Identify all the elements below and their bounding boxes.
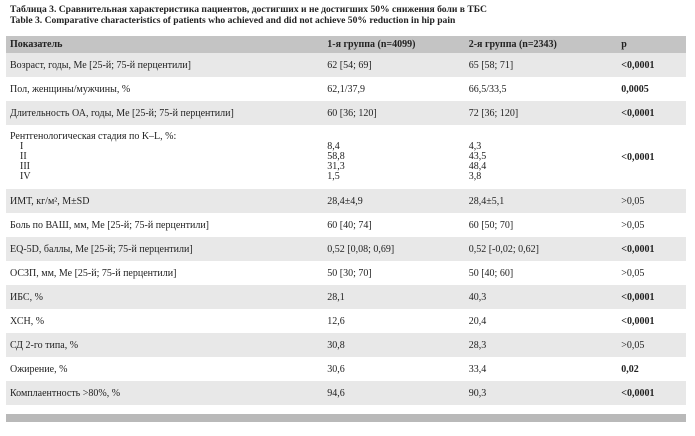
row-label: EQ-5D, баллы, Ме [25-й; 75-й перцентили] [10, 243, 193, 255]
table-row-bmi [6, 189, 686, 213]
row-label: Ожирение, % [10, 363, 68, 375]
table-row-oszp [6, 261, 686, 285]
row-group1-value: 30,8 [327, 339, 345, 351]
row-label: ИБС, % [10, 291, 43, 303]
header-p: p [621, 39, 627, 50]
row-group1-value: 28,4±4,9 [327, 195, 363, 207]
row-label: Длительность ОА, годы, Ме [25-й; 75-й перцентили] [10, 107, 234, 119]
table-row-vas-pain [6, 213, 686, 237]
stage-g2-4: 3,8 [468, 171, 482, 182]
table-row-sex [6, 77, 686, 101]
stage-sub-2: II [20, 151, 27, 162]
row-p-value: <0,0001 [621, 291, 655, 303]
row-group1-value: 12,6 [327, 315, 345, 327]
row-group1-value: 62 [54; 69] [327, 59, 372, 71]
row-group2-value: 33,4 [468, 363, 487, 375]
stage-sub-1: I [20, 141, 24, 152]
row-label: Пол, женщины/мужчины, % [10, 83, 131, 95]
row-p-value: >0,05 [621, 219, 645, 231]
stage-g1-3: 31,3 [327, 161, 345, 172]
row-group1-value: 60 [40; 74] [327, 219, 372, 231]
row-group2-value: 65 [58; 71] [468, 59, 514, 71]
row-label: Боль по ВАШ, мм, Ме [25-й; 75-й перцентили] [10, 219, 210, 231]
row-label: ОСЗП, мм, Ме [25-й; 75-й перцентили] [10, 267, 177, 279]
row-group2-value: 20,4 [468, 315, 487, 327]
table-row-obesity [6, 357, 686, 381]
row-group2-value: 72 [36; 120] [468, 107, 519, 119]
row-p-value: <0,0001 [621, 59, 655, 71]
table-row-chf [6, 309, 686, 333]
row-group2-value: 28,4±5,1 [468, 195, 505, 207]
header-group2: 2-я группа (n=2343) [468, 39, 557, 50]
row-p-value: <0,0001 [621, 107, 655, 119]
row-group2-value: 0,52 [-0,02; 0,62] [468, 243, 539, 255]
row-group2-value: 90,3 [468, 387, 487, 399]
row-p-value: <0,0001 [621, 315, 655, 327]
row-group1-value: 50 [30; 70] [327, 267, 372, 279]
row-group1-value: 94,6 [327, 387, 345, 399]
table-row-age [6, 53, 686, 77]
row-p-value: >0,05 [621, 267, 645, 279]
table-row-kl-stage [6, 125, 686, 189]
stage-g2-1: 4,3 [468, 141, 482, 152]
row-p-value: >0,05 [621, 195, 645, 207]
table-row-compliance [6, 381, 686, 405]
stage-label-cell [6, 125, 323, 189]
table-row-ibs [6, 285, 686, 309]
row-group2-value: 50 [40; 60] [468, 267, 514, 279]
table-row-eq5d [6, 237, 686, 261]
table-header-row [6, 36, 686, 53]
row-group1-value: 0,52 [0,08; 0,69] [327, 243, 395, 255]
row-group2-value: 66,5/33,5 [468, 83, 507, 95]
stage-g2-3: 48,4 [468, 161, 487, 172]
stage-g1-2: 58,8 [327, 151, 345, 162]
row-label: ХСН, % [10, 315, 45, 327]
row-label: Возраст, годы, Ме [25-й; 75-й перцентили] [10, 59, 191, 71]
row-group1-value: 62,1/37,9 [327, 83, 366, 95]
stage-p-value: <0,0001 [621, 151, 655, 163]
row-group2-value: 40,3 [468, 291, 487, 303]
row-p-value: 0,0005 [621, 83, 649, 95]
stage-label: Рентгенологическая стадия по K–L, %: [10, 131, 177, 142]
stage-sub-3: III [20, 161, 30, 172]
row-p-value: >0,05 [621, 339, 645, 351]
row-p-value: <0,0001 [621, 243, 655, 255]
row-label: Комплаентность >80%, % [10, 387, 121, 399]
stage-g1-1: 8,4 [327, 141, 340, 152]
stage-sub-4: IV [20, 171, 31, 182]
row-group1-value: 60 [36; 120] [327, 107, 377, 119]
stage-g2-2: 43,5 [468, 151, 487, 162]
header-group1: 1-я группа (n=4099) [327, 39, 416, 50]
row-label: СД 2-го типа, % [10, 339, 79, 351]
table-caption [10, 4, 487, 26]
row-group1-value: 30,6 [327, 363, 345, 375]
table-row-diabetes [6, 333, 686, 357]
caption-ru: Таблица 3. Сравнительная характеристика пациентов, достигших и не достигших 50% снижения боли в ТБС [10, 4, 487, 15]
header-indicator: Показатель [10, 39, 63, 50]
row-label: ИМТ, кг/м², М±SD [10, 195, 90, 207]
row-group2-value: 60 [50; 70] [468, 219, 514, 231]
row-group2-value: 28,3 [468, 339, 487, 351]
row-group1-value: 28,1 [327, 291, 345, 303]
table-bottom-rule [6, 414, 686, 422]
comparison-table [6, 36, 686, 405]
stage-group1-values [323, 125, 464, 189]
stage-group2-values [465, 125, 618, 189]
stage-g1-4: 1,5 [327, 171, 340, 182]
table-row-oa-duration [6, 101, 686, 125]
row-p-value: 0,02 [621, 363, 639, 375]
row-p-value: <0,0001 [621, 387, 655, 399]
caption-en: Table 3. Comparative characteristics of patients who achieved and did not achieve 50% reduction in hip pain [10, 15, 456, 26]
